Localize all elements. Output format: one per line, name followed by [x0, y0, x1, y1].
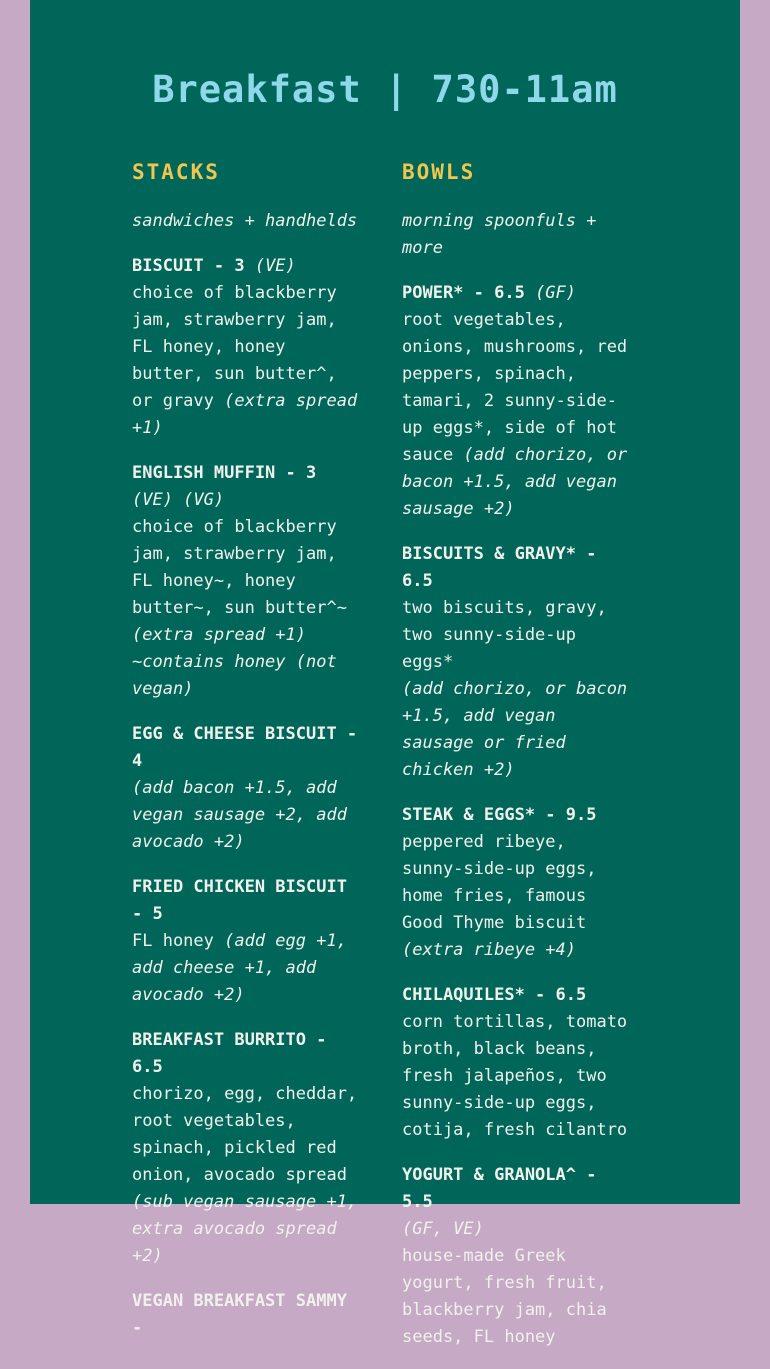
item-description: root vegetables, onions, mushrooms, red peppers, spinach, tamari, 2 sunny-side-up eggs*, side of hot sauce — [402, 310, 628, 465]
item-description: house-made Greek yogurt, fresh fruit, blackberry jam, chia seeds, FL honey — [402, 1246, 607, 1347]
column-bowls — [402, 154, 634, 1369]
item-name: ENGLISH MUFFIN - 3 — [132, 463, 317, 483]
menu-item-english-muffin — [132, 460, 364, 703]
diet-tag: (VE) (VG) — [132, 490, 225, 510]
menu-panel — [30, 0, 740, 1347]
item-addons: (extra ribeye +4) — [402, 940, 576, 960]
item-note: ~contains honey (not vegan) — [132, 652, 337, 699]
item-addons: (add chorizo, or bacon +1.5, add vegan sausage +2) — [402, 445, 628, 519]
section-heading-bowls: BOWLS — [402, 160, 476, 184]
menu-item-vegan-breakfast-sammy — [132, 1288, 364, 1342]
section-subtitle-bowls: morning spoonfuls + more — [402, 211, 597, 258]
item-name: EGG & CHEESE BISCUIT - 4 — [132, 724, 358, 771]
page-title: Breakfast | 730-11am — [152, 68, 618, 111]
item-description: chorizo, egg, cheddar, root vegetables, spinach, pickled red onion, avocado spread — [132, 1084, 358, 1185]
menu-item-steak-eggs — [402, 802, 634, 964]
menu-item-egg-cheese-biscuit — [132, 721, 364, 856]
item-addons: (extra spread +1) — [132, 391, 358, 438]
diet-tag: (GF, VE) — [402, 1219, 484, 1239]
diet-tag: (GF) — [524, 283, 577, 303]
item-name: POWER* - 6.5 — [402, 283, 525, 303]
item-description: choice of blackberry jam, strawberry jam, FL honey, honey butter, sun butter^, or gravy — [132, 283, 337, 411]
menu-item-breakfast-burrito — [132, 1027, 364, 1270]
item-description: two biscuits, gravy, two sunny-side-up eggs* — [402, 598, 607, 672]
item-description: corn tortillas, tomato broth, black beans, fresh jalapeños, two sunny-side-up eggs, cotija, fresh cilantro — [402, 1012, 628, 1140]
diet-tag: (VE) — [244, 256, 296, 276]
menu-item-power — [402, 280, 634, 523]
menu-item-biscuits-gravy — [402, 541, 634, 784]
item-description: peppered ribeye, sunny-side-up eggs, home fries, famous Good Thyme biscuit — [402, 832, 597, 933]
item-name: VEGAN BREAKFAST SAMMY - — [132, 1291, 347, 1338]
menu-item-chilaquiles — [402, 982, 634, 1144]
menu-item-fried-chicken-biscuit — [132, 874, 364, 1009]
item-name: BREAKFAST BURRITO - 6.5 — [132, 1030, 327, 1077]
item-addons: (add chorizo, or bacon +1.5, add vegan sausage or fried chicken +2) — [402, 679, 628, 780]
item-name: CHILAQUILES* - 6.5 — [402, 985, 587, 1005]
item-name: BISCUITS & GRAVY* - 6.5 — [402, 544, 597, 591]
item-name: YOGURT & GRANOLA^ - 5.5 — [402, 1165, 597, 1212]
menu-item-yogurt-granola — [402, 1162, 634, 1351]
section-subtitle-stacks: sandwiches + handhelds — [132, 211, 358, 231]
item-addons: (add egg +1, add cheese +1, add avocado +2) — [132, 931, 347, 1005]
item-description: choice of blackberry jam, strawberry jam, FL honey~, honey butter~, sun butter^~ — [132, 517, 347, 618]
item-name: STEAK & EGGS* - 9.5 — [402, 805, 597, 825]
item-addons: (add bacon +1.5, add vegan sausage +2, add avocado +2) — [132, 778, 347, 852]
menu-item-biscuit — [132, 253, 364, 442]
item-addons: (extra spread +1) — [132, 625, 306, 645]
item-name: FRIED CHICKEN BISCUIT - 5 — [132, 877, 347, 924]
column-stacks — [132, 154, 364, 1360]
item-addons: (sub vegan sausage +1, extra avocado spread +2) — [132, 1192, 358, 1266]
item-description: FL honey — [132, 931, 225, 951]
item-name: BISCUIT - 3 — [132, 256, 245, 276]
section-heading-stacks: STACKS — [132, 160, 220, 184]
